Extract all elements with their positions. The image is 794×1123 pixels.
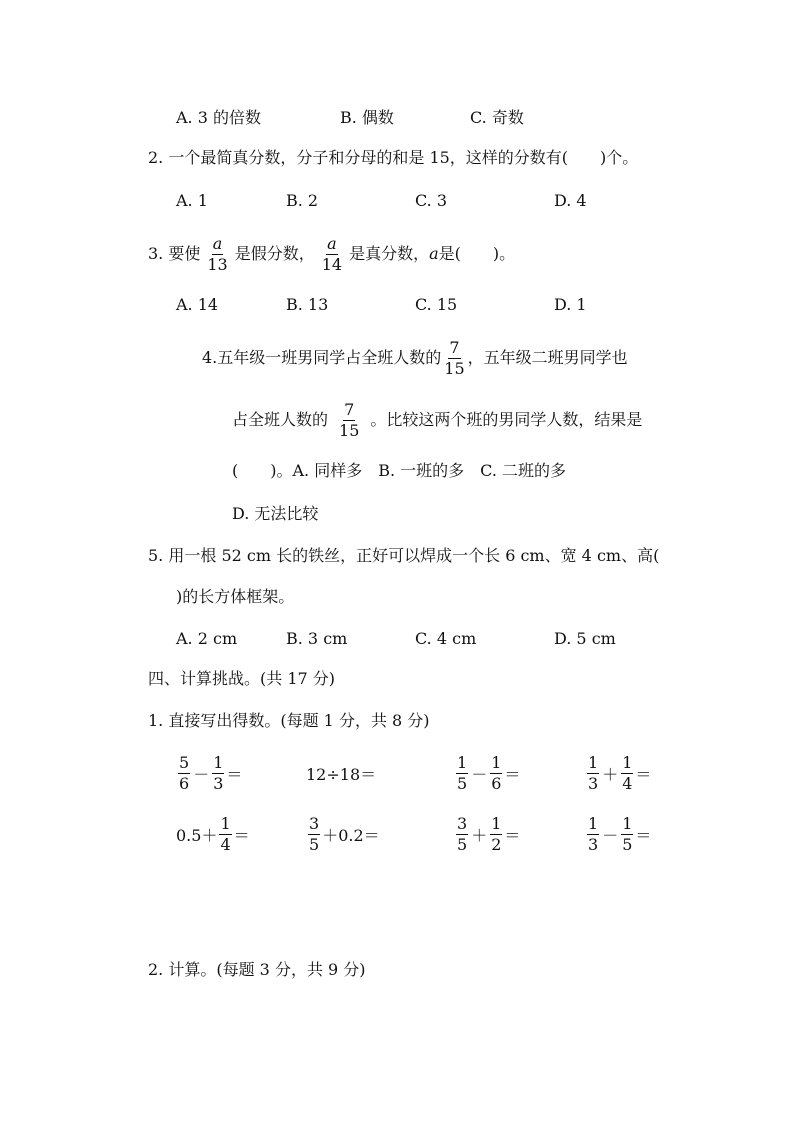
calc-2-4 (585, 812, 651, 856)
fraction-denominator: 3 (588, 773, 599, 793)
q2-option-d: D. 4 (554, 191, 587, 210)
fraction-denominator: 3 (588, 834, 599, 854)
fraction-denominator: 13 (207, 254, 228, 274)
fraction (587, 752, 599, 793)
q3-option-b: B. 13 (286, 295, 329, 314)
q5-line-1: 5. 用一根 52 cm 长的铁丝，正好可以焊成一个长 6 cm、宽 4 cm、高( (148, 546, 660, 565)
q4-fraction-7-15 (338, 399, 360, 440)
calc-2-1 (176, 812, 250, 856)
expression-text: 12÷18＝ (306, 764, 377, 784)
fraction-numerator: 7 (344, 399, 355, 419)
q2-option-c: C. 3 (415, 191, 448, 210)
q2-option-b: B. 2 (286, 191, 319, 210)
fraction-denominator: 5 (309, 834, 320, 854)
calc-2-2 (306, 812, 380, 856)
q4-line-1 (202, 336, 628, 380)
calc-1-2 (306, 751, 376, 795)
fraction (490, 752, 502, 793)
fraction-numerator: 3 (309, 813, 320, 833)
fraction (219, 813, 231, 854)
fraction-denominator: 4 (220, 834, 231, 854)
expression-tail: ＋0.2＝ (322, 825, 380, 845)
fraction-numerator: 5 (179, 752, 190, 772)
fraction-denominator: 3 (213, 773, 224, 793)
fraction (456, 752, 468, 793)
q3-option-d: D. 1 (554, 295, 587, 314)
fraction-denominator: 5 (457, 773, 468, 793)
q3-mid: 是假分数， (234, 244, 315, 263)
equals: ＝ (635, 764, 652, 784)
fraction-numerator: 1 (213, 752, 224, 772)
operator: － (471, 764, 488, 784)
q3-option-a: A. 14 (176, 295, 219, 314)
q5-option-c: C. 4 cm (415, 629, 477, 648)
q2-option-a: A. 1 (176, 191, 208, 210)
fraction-numerator: 1 (588, 752, 599, 772)
calc-1-1 (176, 751, 242, 795)
operator: － (602, 825, 619, 845)
fraction-numerator: 1 (622, 813, 633, 833)
calc-1-4 (585, 751, 651, 795)
fraction-denominator: 5 (622, 834, 633, 854)
fraction-denominator: 15 (339, 420, 360, 440)
fraction (621, 813, 633, 854)
fraction-numerator: 3 (457, 813, 468, 833)
equals: ＝ (504, 764, 521, 784)
fraction (587, 813, 599, 854)
q3-text (148, 234, 515, 274)
equals: ＝ (226, 764, 243, 784)
q4-line-4: D. 无法比较 (232, 504, 319, 523)
q4-line-2-prefix: 占全班人数的 (232, 410, 329, 429)
operator: － (193, 764, 210, 784)
operator: ＋ (471, 825, 488, 845)
calc-1-3 (454, 751, 520, 795)
q4-line-1-suffix: ，五年级二班男同学也 (467, 348, 628, 367)
fraction-numerator: 1 (491, 752, 502, 772)
q3-mid2: 是真分数， (349, 244, 430, 263)
fraction-denominator: 5 (457, 834, 468, 854)
q3-option-c: C. 15 (415, 295, 458, 314)
expression-lead: 0.5＋ (176, 825, 218, 845)
calc-2-3 (454, 812, 520, 856)
section-4-title: 四、计算挑战。(共 17 分) (148, 669, 336, 688)
fraction-numerator: 1 (588, 813, 599, 833)
fraction (212, 752, 224, 793)
fraction (308, 813, 320, 854)
fraction-numerator: 1 (622, 752, 633, 772)
fraction (178, 752, 190, 793)
operator: ＋ (602, 764, 619, 784)
fraction-denominator: 14 (321, 254, 343, 274)
fraction-numerator: 1 (220, 813, 231, 833)
q1-option-c: C. 奇数 (470, 108, 524, 127)
q3-suffix: 是( )。 (438, 244, 516, 263)
q5-option-b: B. 3 cm (286, 629, 348, 648)
equals: ＝ (504, 825, 521, 845)
fraction-numerator: 1 (491, 813, 502, 833)
fraction (490, 813, 502, 854)
fraction (456, 813, 468, 854)
q4-fraction-7-15 (443, 337, 465, 378)
fraction (621, 752, 633, 793)
q1-option-a: A. 3 的倍数 (176, 108, 261, 127)
equals: ＝ (233, 825, 250, 845)
fraction-denominator: 4 (622, 773, 633, 793)
fraction-numerator: a (327, 233, 337, 253)
fraction-numerator: 1 (457, 752, 468, 772)
q3-variable: a (429, 244, 439, 263)
section-4-sub-1: 1. 直接写出得数。(每题 1 分，共 8 分) (148, 711, 430, 730)
q4-line-2 (232, 398, 642, 442)
fraction-denominator: 2 (491, 834, 502, 854)
q4-line-3: ( )。A. 同样多 B. 一班的多 C. 二班的多 (232, 461, 566, 480)
q4-line-2-suffix: 。比较这两个班的男同学人数，结果是 (370, 410, 643, 429)
q3-fraction-a-13 (206, 233, 228, 274)
section-4-sub-2: 2. 计算。(每题 3 分，共 9 分) (148, 960, 366, 979)
q3-fraction-a-14 (321, 233, 343, 274)
q1-option-b: B. 偶数 (340, 108, 394, 127)
q4-line-1-prefix: 4.五年级一班男同学占全班人数的 (202, 348, 442, 367)
q5-option-d: D. 5 cm (554, 629, 616, 648)
q3-prefix: 3. 要使 (148, 244, 201, 263)
equals: ＝ (635, 825, 652, 845)
fraction-numerator: 7 (449, 337, 460, 357)
fraction-denominator: 6 (491, 773, 502, 793)
fraction-numerator: a (212, 233, 223, 253)
q2-text: 2. 一个最简真分数，分子和分母的和是 15，这样的分数有( )个。 (148, 148, 639, 167)
q5-line-2: )的长方体框架。 (176, 587, 295, 606)
fraction-denominator: 6 (179, 773, 190, 793)
fraction-denominator: 15 (444, 358, 465, 378)
q5-option-a: A. 2 cm (176, 629, 238, 648)
